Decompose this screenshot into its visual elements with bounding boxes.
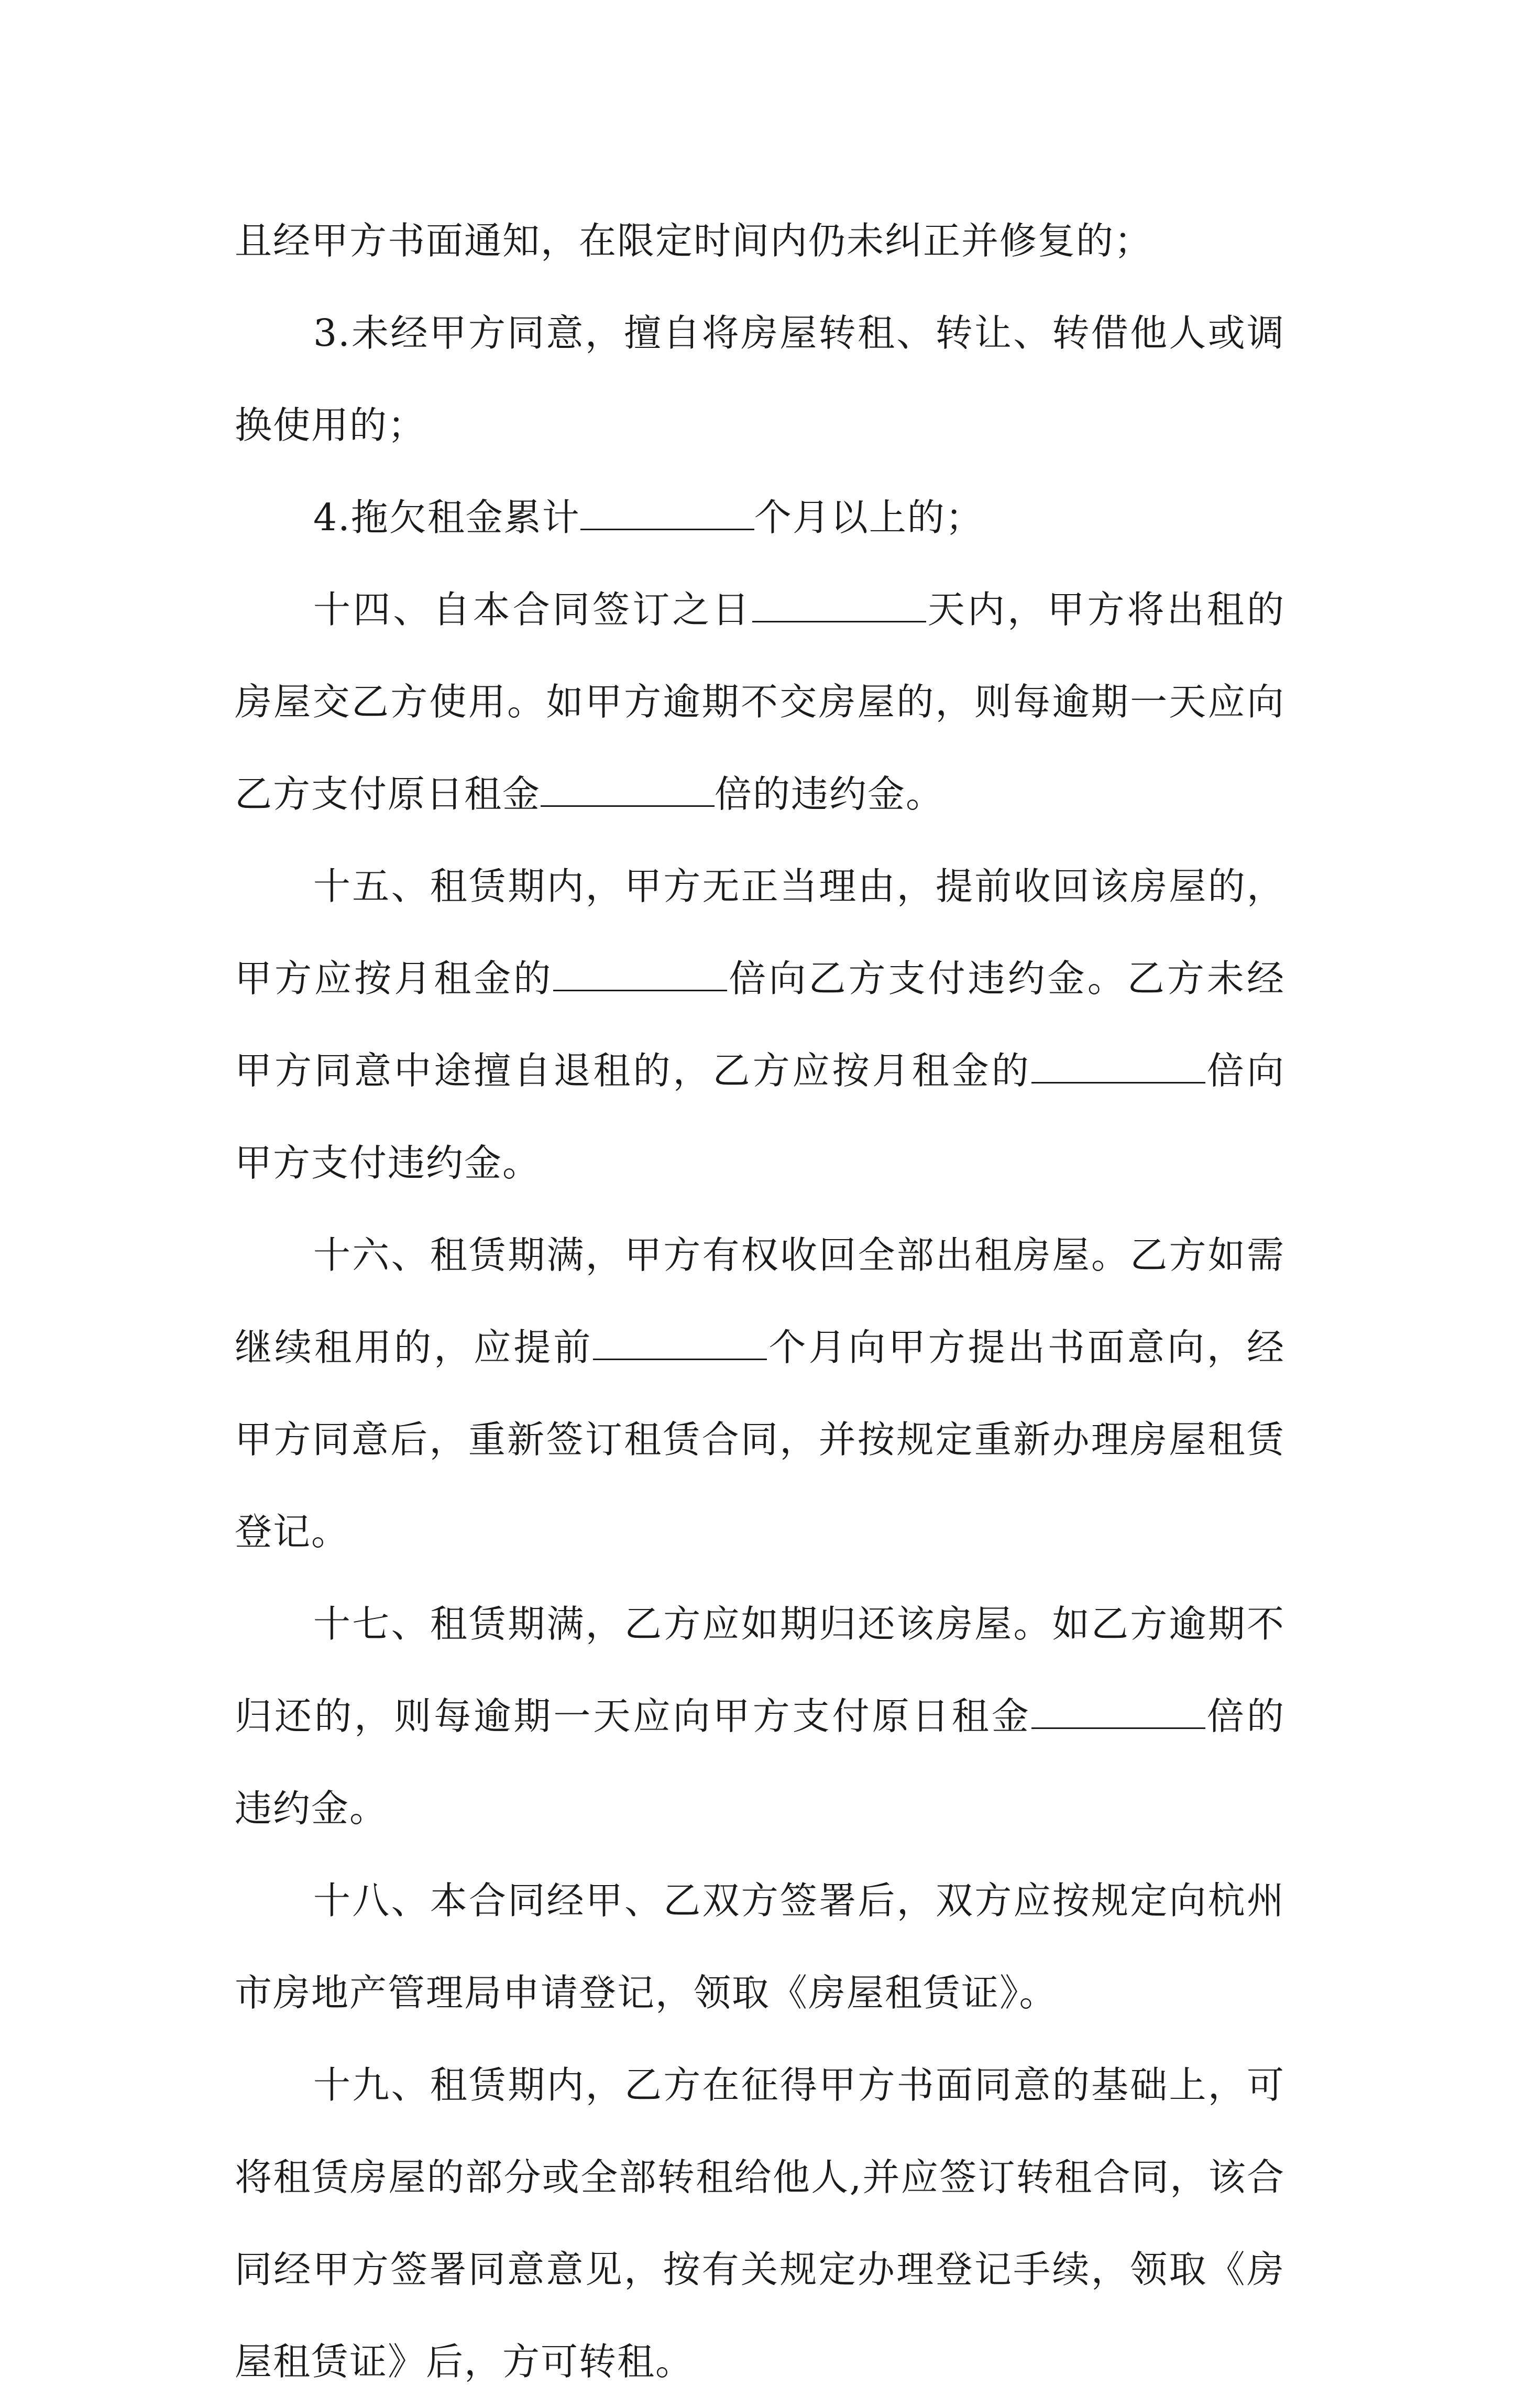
clause-text: 且经甲方书面通知，在限定时间内仍未纠正并修复的； (235, 219, 1153, 262)
clause-text: 倍向乙方支付违约金。乙方未经甲方同意中途擅自退租的，乙方应按月租金的 (235, 957, 1285, 1092)
clause-paragraph-p-3 (235, 287, 1285, 472)
clause-paragraph-p-19 (235, 2039, 1285, 2408)
fill-in-blank (580, 496, 754, 530)
clause-text: 十六、租赁期满，甲方有权收回全部出租房屋。乙方如需继续租用的，应提前 (235, 1233, 1285, 1369)
clause-text: 十五、租赁期内，甲方无正当理由，提前收回该房屋的，甲方应按月租金的 (235, 864, 1285, 1000)
clause-paragraph-p-14 (235, 564, 1285, 840)
clause-text: 十四、自本合同签订之日 (313, 588, 752, 631)
fill-in-blank (593, 1326, 767, 1360)
clause-text: 个月向甲方提出书面意向，经甲方同意后，重新签订租赁合同，并按规定重新办理房屋租赁登记。 (235, 1326, 1285, 1553)
clause-paragraph-p-16 (235, 1209, 1285, 1578)
fill-in-blank (1031, 1049, 1205, 1083)
clause-text: 十九、租赁期内，乙方在征得甲方书面同意的基础上，可将租赁房屋的部分或全部转租给他人,并应签订转租合同，该合同经甲方签署同意意见，按有关规定办理登记手续，领取《房屋租赁证》后，方可转租。 (235, 2063, 1285, 2383)
clause-text: 倍的违约金。 (235, 1694, 1285, 1830)
clause-paragraph-p-18 (235, 1855, 1285, 2039)
fill-in-blank (541, 773, 715, 807)
clause-paragraph-p-15 (235, 840, 1285, 1209)
clause-text: 天内，甲方将出租的房屋交乙方使用。如甲方逾期不交房屋的，则每逾期一天应向乙方支付原日租金 (235, 588, 1285, 816)
clause-paragraph-p-17 (235, 1578, 1285, 1855)
clause-text: 倍的违约金。 (715, 772, 944, 816)
fill-in-blank (1031, 1695, 1205, 1729)
clause-paragraph-p-cont (235, 195, 1285, 287)
clause-text: 4.拖欠租金累计 (313, 496, 580, 539)
fill-in-blank (553, 957, 727, 991)
clause-text: 十八、本合同经甲、乙双方签署后，双方应按规定向杭州市房地产管理局申请登记，领取《房屋租赁证》。 (235, 1879, 1285, 2015)
clause-text: 倍向甲方支付违约金。 (235, 1049, 1285, 1185)
clause-paragraph-p-4 (235, 472, 1285, 564)
fill-in-blank (752, 588, 926, 622)
document-body (235, 195, 1285, 2408)
clause-text: 3.未经甲方同意，擅自将房屋转租、转让、转借他人或调换使用的； (235, 311, 1285, 447)
clause-text: 个月以上的； (754, 496, 984, 539)
clause-text: 十七、租赁期满，乙方应如期归还该房屋。如乙方逾期不归还的，则每逾期一天应向甲方支付原日租金 (235, 1602, 1285, 1738)
